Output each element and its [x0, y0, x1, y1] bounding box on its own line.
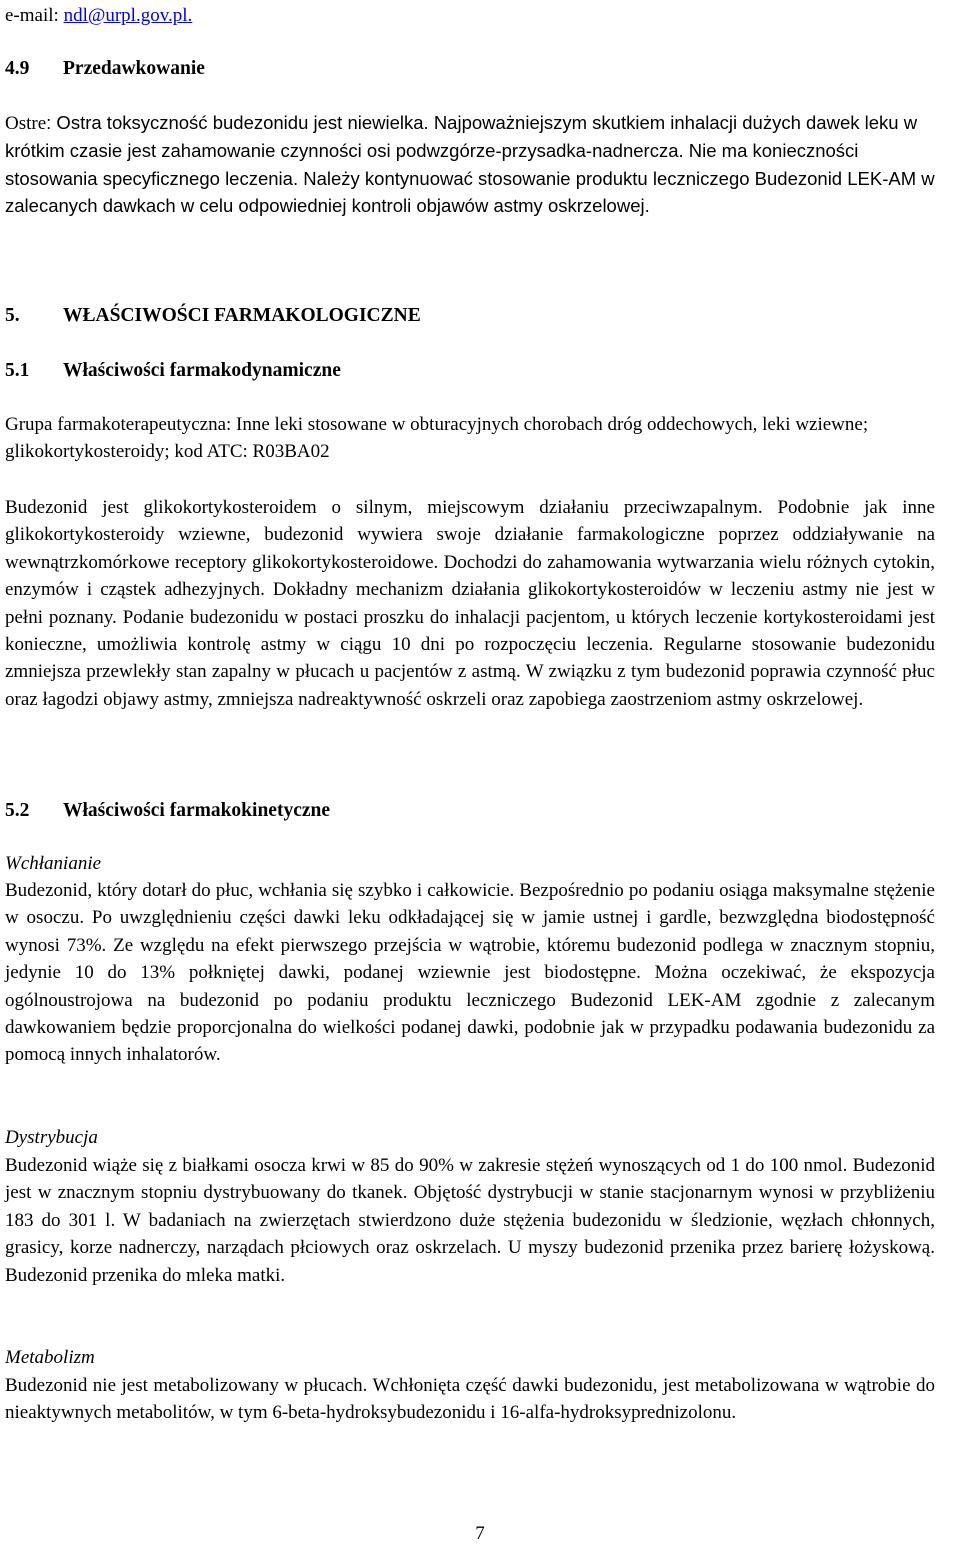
- metabolism-paragraph: [5, 1372, 935, 1427]
- section-5-2-heading: [5, 797, 935, 824]
- overdose-paragraph: [5, 109, 935, 220]
- distribution-paragraph: [5, 1152, 935, 1289]
- email-label: e-mail:: [5, 5, 64, 26]
- section-title: WŁAŚCIWOŚCI FARMAKOLOGICZNE: [63, 305, 421, 326]
- paragraph-text: Budezonid, który dotarł do płuc, wchłania się szybko i całkowicie. Bezpośrednio po podaniu osiąga maksymalne stężenie w osoczu. Po uwzględnieniu części dawki leku odkładającej się w jamie ustnej i gardle, bezwzględna biodostępność wynosi 73%. Ze względu na efekt pierwszego przejścia w wątrobie, któremu budezonid podlega w znacznym stopniu, jedynie 10 do 13% połkniętej dawki, podanej wziewnie jest biodostępne. Można oczekiwać, że ekspozycja ogólnoustrojowa na budezonid po podaniu produktu leczniczego Budezonid LEK-AM zgodnie z zalecanym dawkowaniem będzie proporcjonalna do wielkości podanej dawki, podobnie jak w przypadku podawania budezonidu za pomocą innych inhalatorów.: [5, 880, 935, 1066]
- section-5-1-heading: [5, 357, 935, 384]
- section-number: 5.: [5, 305, 20, 326]
- overdose-lead: Ostre: [5, 113, 47, 134]
- paragraph-text: Budezonid jest glikokortykosteroidem o silnym, miejscowym działaniu przeciwzapalnym. Podobnie jak inne glikokortykosteroidy wziewne, budezonid wywiera swoje działanie farmakologiczne poprzez oddziaływanie na wewnątrzkomórkowe receptory glikokortykosteroidowe. Dochodzi do zahamowania wytwarzania wielu różnych cytokin, enzymów i cząstek adhezyjnych. Dokładny mechanizm działania glikokortykosteroidów w leczeniu astmy nie jest w pełni poznany. Podanie budezonidu w postaci proszku do inhalacji pacjentom, u których leczenie kortykosteroidami jest konieczne, umożliwia kontrolę astmy w ciągu 10 dni po rozpoczęciu leczenia. Regularne stosowanie budezonidu zmniejsza przewlekły stan zapalny w płucach u pacjentów z astmą. W związku z tym budezonid poprawia czynność płuc oraz łagodzi objawy astmy, zmniejsza nadreaktywność oskrzeli oraz zapobiega zaostrzeniom astmy oskrzelowej.: [5, 497, 935, 710]
- section-title: Właściwości farmakokinetyczne: [63, 800, 331, 821]
- section-5-heading: [5, 302, 935, 329]
- paragraph-text: Grupa farmakoterapeutyczna: Inne leki stosowane w obturacyjnych chorobach dróg oddechowych, leki wziewne; glikokortykosteroidy; kod ATC: R03BA02: [5, 414, 869, 463]
- subheading-text: Wchłanianie: [5, 853, 102, 874]
- email-line: [5, 2, 935, 29]
- section-4-9-heading: [5, 55, 935, 82]
- email-link[interactable]: ndl@urpl.gov.pl.: [63, 5, 193, 26]
- distribution-subheading: [5, 1124, 935, 1151]
- absorption-paragraph: [5, 877, 935, 1069]
- paragraph-text: Budezonid nie jest metabolizowany w płucach. Wchłonięta część dawki budezonidu, jest metabolizowana w wątrobie do nieaktywnych metabolitów, w tym 6-beta-hydroksybudezonidu i 16-alfa-hydroksyprednizolonu.: [5, 1375, 935, 1424]
- overdose-text: : Ostra toksyczność budezonidu jest niewielka. Najpoważniejszym skutkiem inhalacji dużych dawek leku w krótkim czasie jest zahamowanie czynności osi podwzgórze-przysadka-nadnercza. Nie ma konieczności stosowania specyficznego leczenia. Należy kontynuować stosowanie produktu leczniczego Budezonid LEK-AM w zalecanych dawkach w celu odpowiedniej kontroli objawów astmy oskrzelowej.: [5, 112, 935, 217]
- subheading-text: Metabolizm: [5, 1347, 95, 1368]
- pharmacodynamics-paragraph: [5, 494, 935, 713]
- paragraph-text: Budezonid wiąże się z białkami osocza krwi w 85 do 90% w zakresie stężeń wynoszących od 1 do 100 nmol. Budezonid jest w znacznym stopniu dystrybuowany do tkanek. Objętość dystrybucji w stanie stacjonarnym wynosi w przybliżeniu 183 do 301 l. W badaniach na zwierzętach stwierdzono duże stężenia budezonidu w śledzionie, węzłach chłonnych, grasicy, korze nadnerczy, narządach płciowych oraz oskrzelach. U myszy budezonid przenika przez barierę łożyskową. Budezonid przenika do mleka matki.: [5, 1155, 935, 1286]
- section-title: Przedawkowanie: [63, 58, 205, 79]
- page-number: 7: [475, 1523, 485, 1544]
- section-number: 5.1: [5, 360, 30, 381]
- section-number: 5.2: [5, 800, 30, 821]
- subheading-text: Dystrybucja: [5, 1127, 98, 1148]
- metabolism-subheading: [5, 1344, 935, 1371]
- section-title: Właściwości farmakodynamiczne: [63, 360, 341, 381]
- pharmacotherapeutic-group-paragraph: [5, 411, 935, 466]
- absorption-subheading: [5, 850, 935, 877]
- section-number: 4.9: [5, 58, 30, 79]
